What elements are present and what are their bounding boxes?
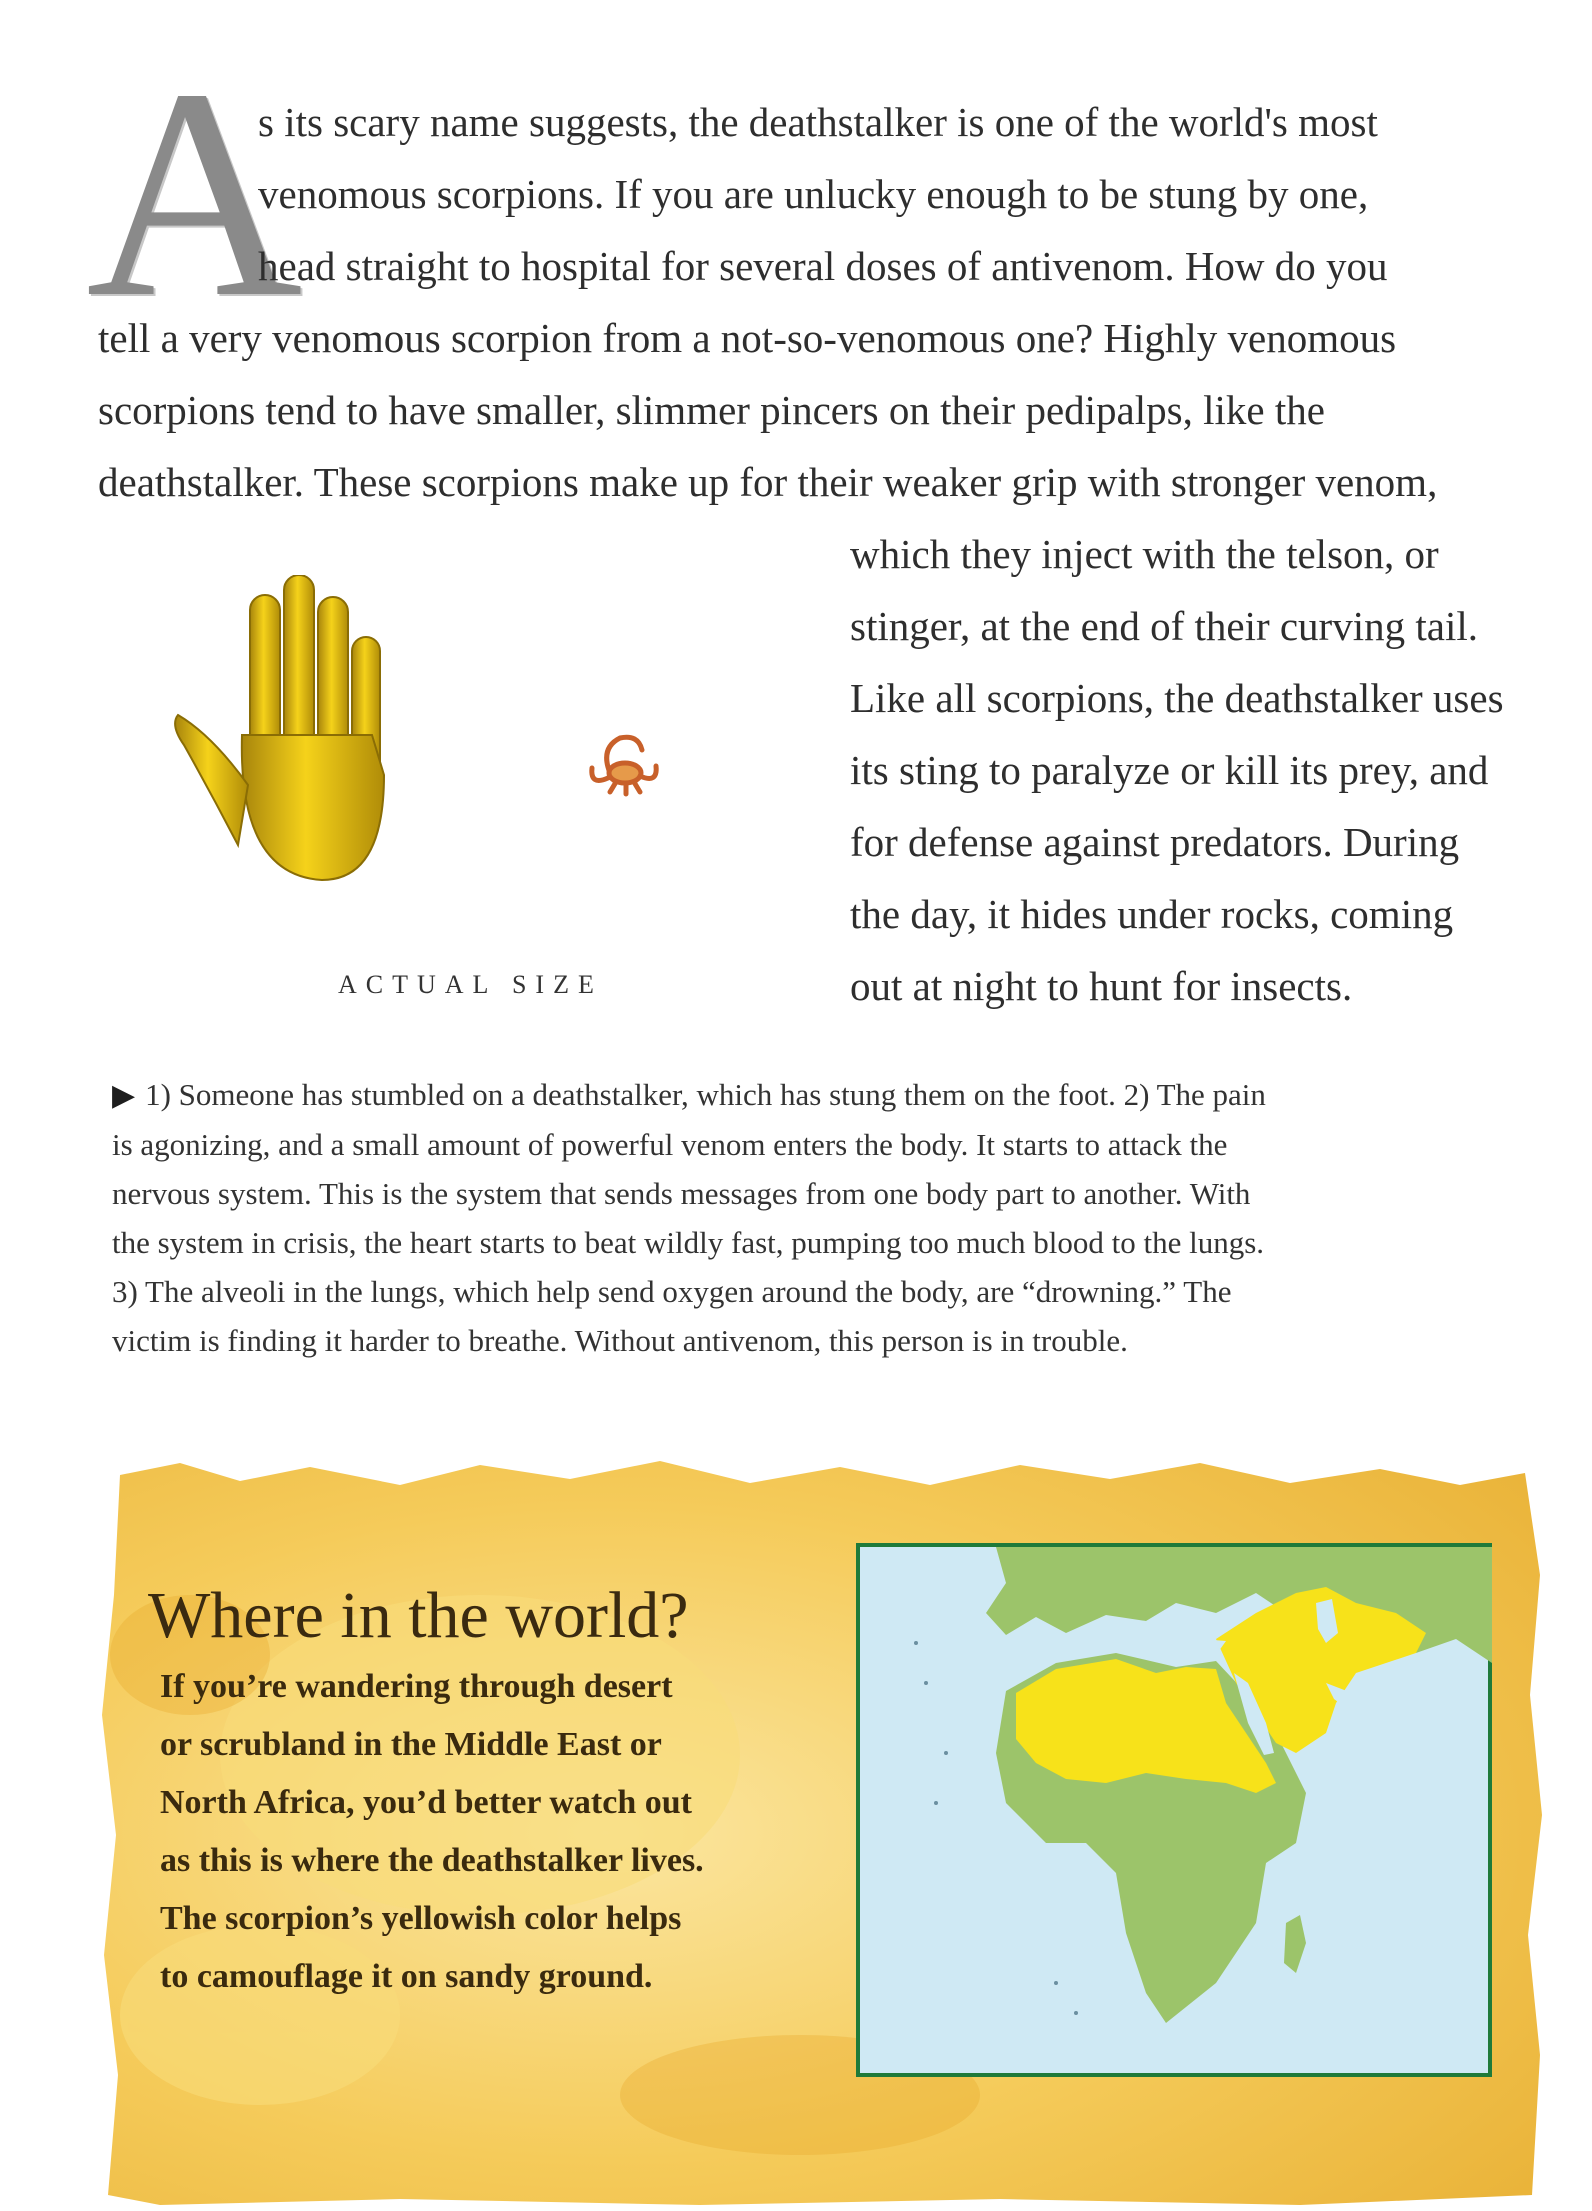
steps-line: the system in crisis, the heart starts to beat wildly fast, pumping too much blood to the lungs. xyxy=(112,1225,1265,1260)
intro-line: head straight to hospital for several doses of antivenom. How do you xyxy=(258,243,1388,289)
intro-line: Like all scorpions, the deathstalker uses xyxy=(850,675,1504,721)
where-line: as this is where the deathstalker lives. xyxy=(160,1842,704,1879)
intro-line: the day, it hides under rocks, coming xyxy=(850,891,1454,937)
intro-line: deathstalker. These scorpions make up for their weaker grip with stronger venom, xyxy=(98,459,1438,505)
actual-size-caption: ACTUAL SIZE xyxy=(338,970,603,999)
where-line: North Africa, you’d better watch out xyxy=(160,1784,692,1821)
where-line: If you’re wandering through desert xyxy=(160,1668,673,1705)
range-map xyxy=(856,1543,1492,2082)
steps-line: victim is finding it harder to breathe. Without antivenom, this person is in trouble. xyxy=(112,1323,1128,1358)
steps-line: 3) The alveoli in the lungs, which help send oxygen around the body, are “drowning.” The xyxy=(112,1274,1232,1309)
intro-line: its sting to paralyze or kill its prey, and xyxy=(850,747,1489,793)
where-title: Where in the world? xyxy=(148,1579,689,1652)
steps-line: nervous system. This is the system that sends messages from one body part to another. With xyxy=(112,1176,1251,1211)
where-line: or scrubland in the Middle East or xyxy=(160,1726,662,1763)
steps-line: 1) Someone has stumbled on a deathstalker, which has stung them on the foot. 2) The pain xyxy=(145,1077,1266,1112)
intro-line: for defense against predators. During xyxy=(850,819,1460,865)
intro-line: s its scary name suggests, the deathstalker is one of the world's most xyxy=(258,99,1378,145)
where-line: to camouflage it on sandy ground. xyxy=(160,1958,653,1995)
venom-steps xyxy=(112,1070,1532,1365)
intro-line: scorpions tend to have smaller, slimmer pincers on their pedipalps, like the xyxy=(98,387,1325,433)
intro-line: out at night to hunt for insects. xyxy=(850,963,1353,1009)
intro-line: tell a very venomous scorpion from a not-so-venomous one? Highly venomous xyxy=(98,315,1397,361)
play-arrow-icon: ▶ xyxy=(112,1079,136,1112)
drop-cap: A xyxy=(86,27,303,359)
scorpion-icon xyxy=(580,728,680,803)
where-text xyxy=(160,1658,704,2006)
steps-line: is agonizing, and a small amount of powerful venom enters the body. It starts to attack the xyxy=(112,1127,1228,1162)
intro-line: venomous scorpions. If you are unlucky enough to be stung by one, xyxy=(258,171,1369,217)
intro-line: stinger, at the end of their curving tail. xyxy=(850,603,1478,649)
hand-icon xyxy=(172,575,412,900)
where-line: The scorpion’s yellowish color helps xyxy=(160,1900,682,1937)
intro-line: which they inject with the telson, or xyxy=(850,531,1439,577)
